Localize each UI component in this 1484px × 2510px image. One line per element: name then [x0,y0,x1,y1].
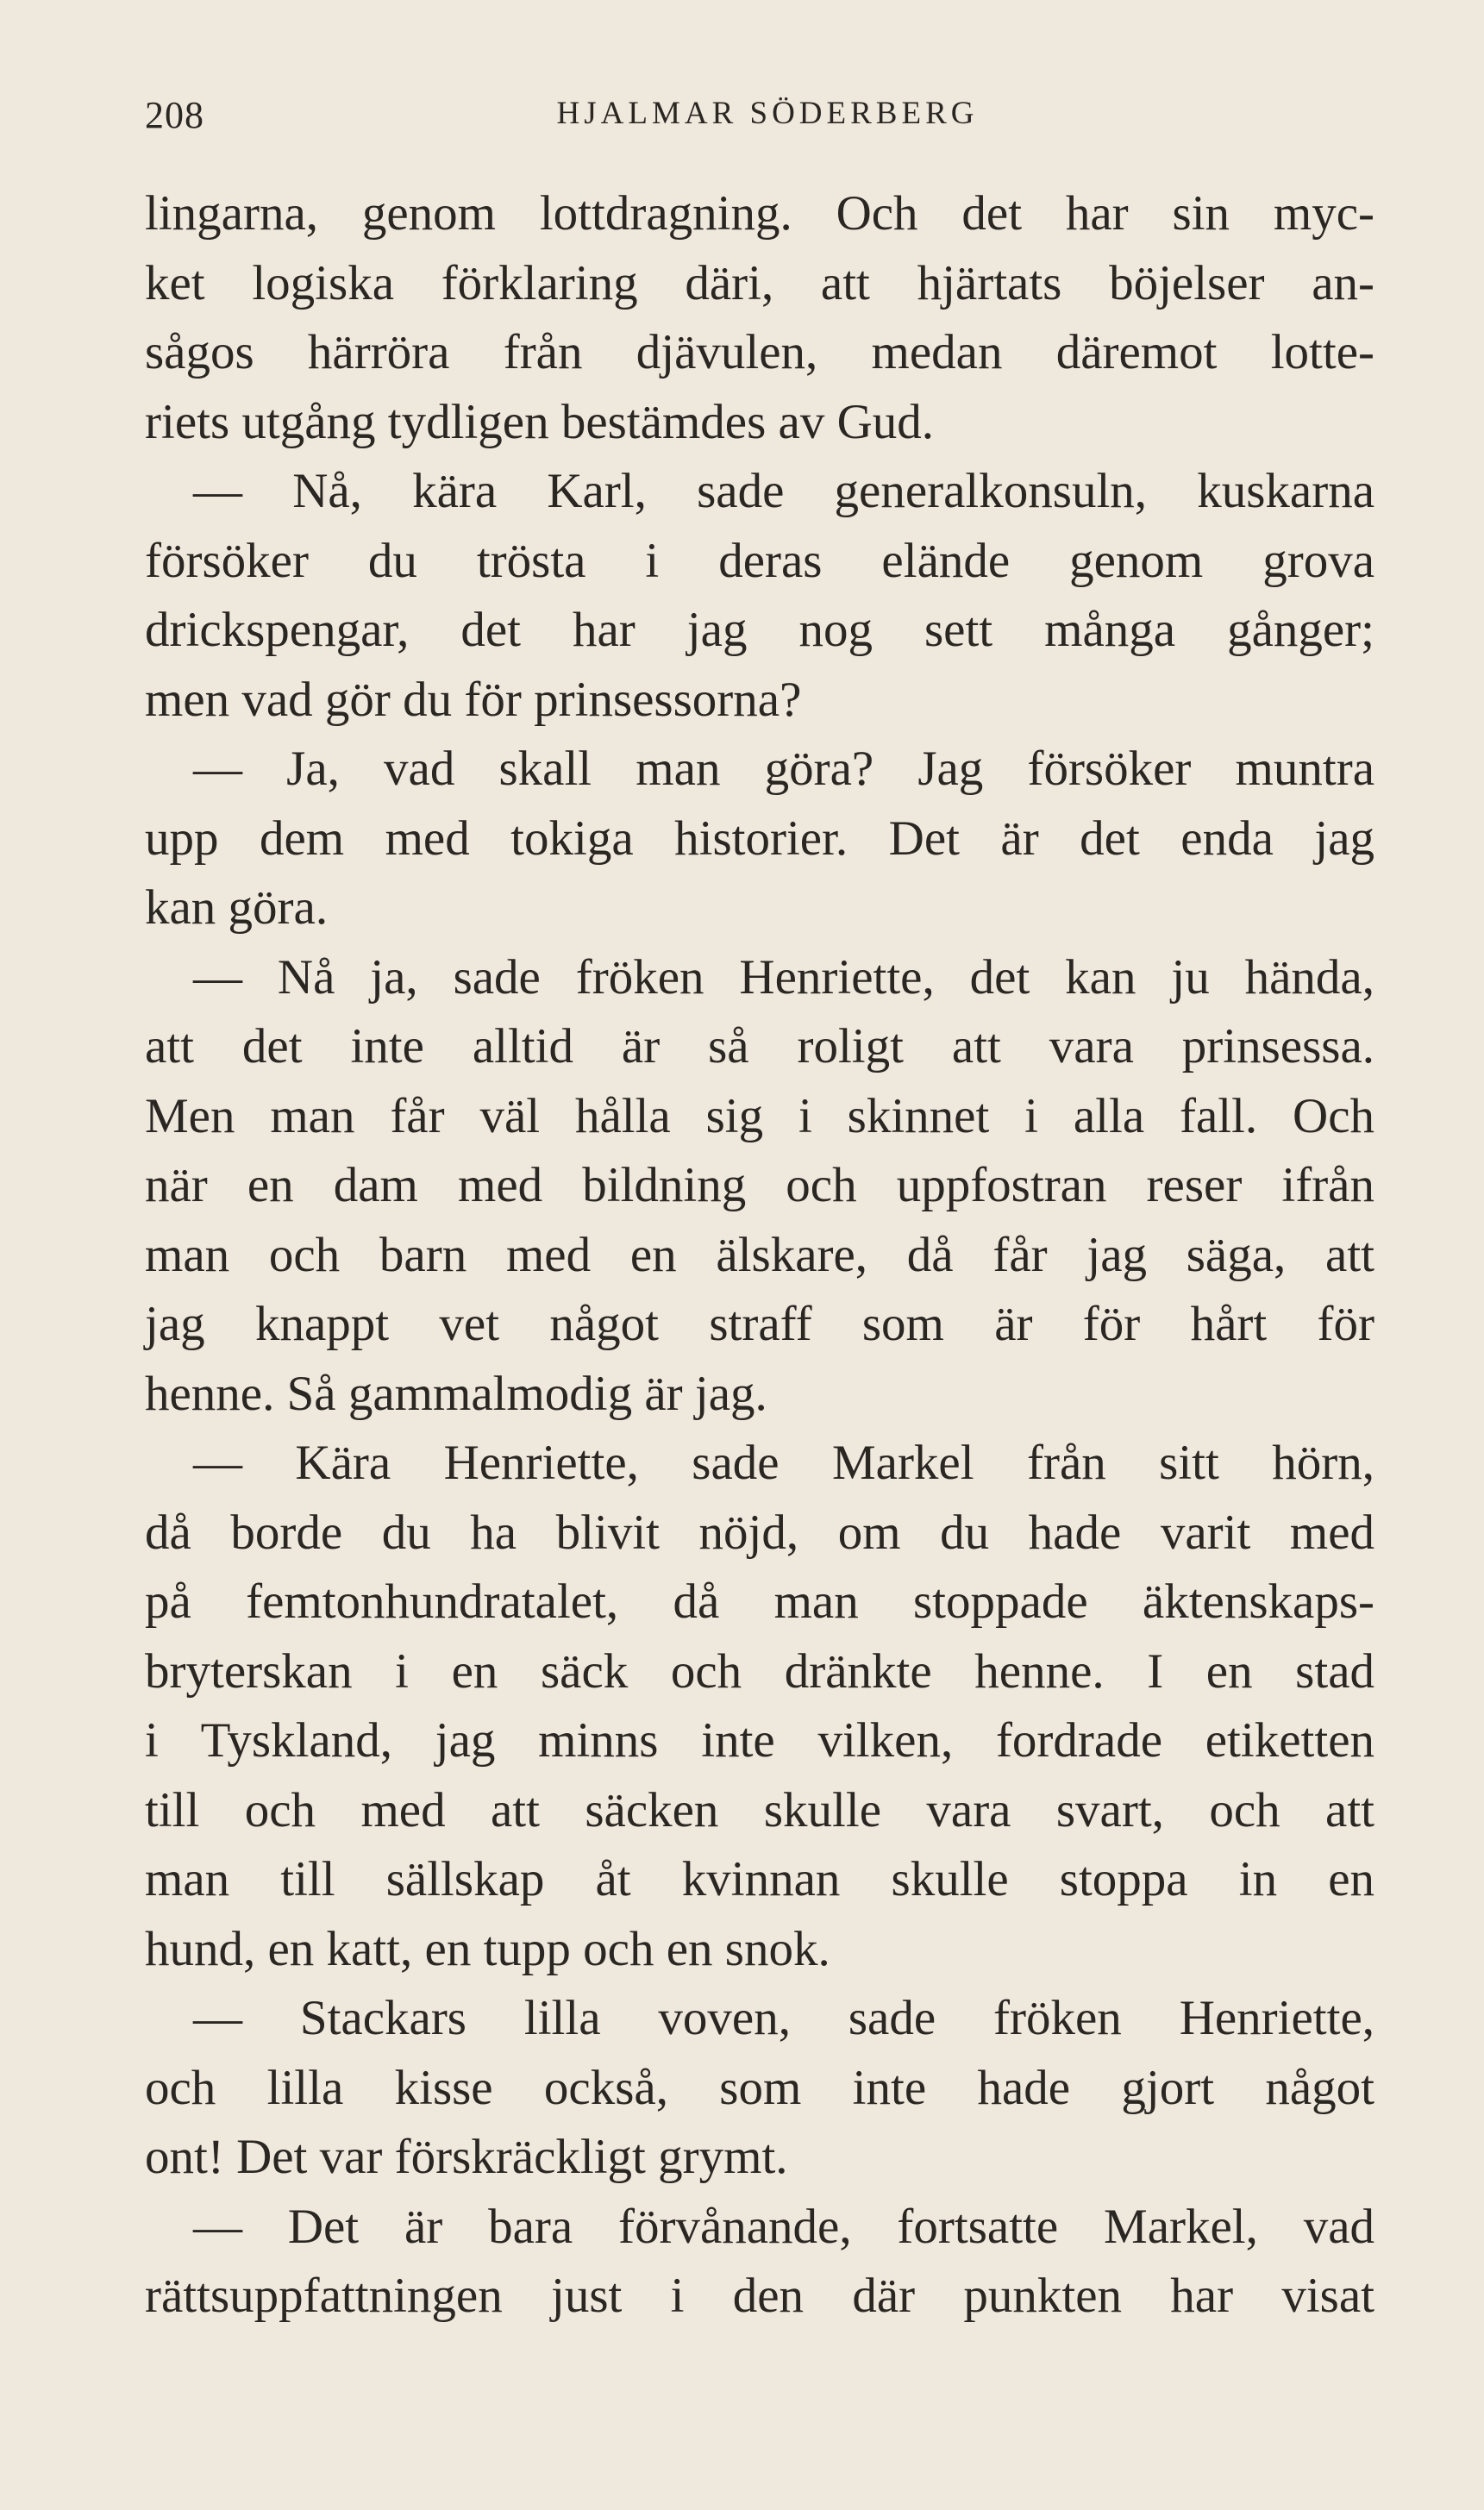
text-line: då borde du ha blivit nöjd, om du hade varit med [145,1505,1374,1560]
text-line: bryterskan i en säck och dränkte henne. I en stad [145,1643,1374,1699]
text-line: men vad gör du för prinsessorna? [145,672,802,727]
text-line: jag knappt vet något straff som är för hårt för [145,1297,1374,1351]
text-line: riets utgång tydligen bestämdes av Gud. [145,394,934,449]
text-line: i Tyskland, jag minns inte vilken, fordrade etiketten [145,1713,1374,1768]
text-line: när en dam med bildning och uppfostran reser ifrån [145,1158,1374,1212]
text-line: att det inte alltid är så roligt att vara prinsessa. [145,1019,1374,1073]
text-line: sågos härröra från djävulen, medan däremot lotte- [145,325,1374,379]
text-line: Men man får väl hålla sig i skinnet i alla fall. Och [145,1088,1374,1143]
text-line: kan göra. [145,880,329,935]
text-line: — Nå ja, sade fröken Henriette, det kan ju hända, [193,949,1374,1005]
text-line: — Det är bara förvånande, fortsatte Markel, vad [193,2199,1374,2254]
text-line: — Ja, vad skall man göra? Jag försöker muntra [193,742,1374,796]
text-line: — Kära Henriette, sade Markel från sitt hörn, [193,1436,1374,1490]
running-head: HJALMAR SÖDERBERG [556,96,979,131]
text-line: till och med att säcken skulle vara svart, och att [145,1782,1374,1837]
text-line: man till sällskap åt kvinnan skulle stoppa in en [145,1852,1374,1906]
text-line: hund, en katt, en tupp och en snok. [145,1921,830,1976]
text-line: rättsuppfattningen just i den där punkten har visat [145,2269,1374,2323]
text-line: på femtonhundratalet, då man stoppade äktenskaps- [145,1574,1374,1629]
text-line: — Stackars lilla voven, sade fröken Henriette, [193,1991,1374,2045]
text-line: ont! Det var förskräckligt grymt. [145,2130,788,2184]
body-text [145,179,1374,2332]
text-line: lingarna, genom lottdragning. Och det har sin myc- [145,186,1374,241]
text-line: drickspengar, det har jag nog sett många gånger; [145,603,1374,657]
text-line: henne. Så gammalmodig är jag. [145,1366,767,1421]
text-line: och lilla kisse också, som inte hade gjort något [145,2060,1374,2115]
page-number: 208 [145,94,204,136]
text-line: försöker du trösta i deras elände genom grova [145,533,1374,588]
text-line: ket logiska förklaring däri, att hjärtats böjelser an- [145,255,1374,310]
text-line: man och barn med en älskare, då får jag säga, att [145,1227,1374,1282]
text-line: — Nå, kära Karl, sade generalkonsuln, kuskarna [193,464,1374,518]
text-line: upp dem med tokiga historier. Det är det enda jag [145,811,1374,866]
